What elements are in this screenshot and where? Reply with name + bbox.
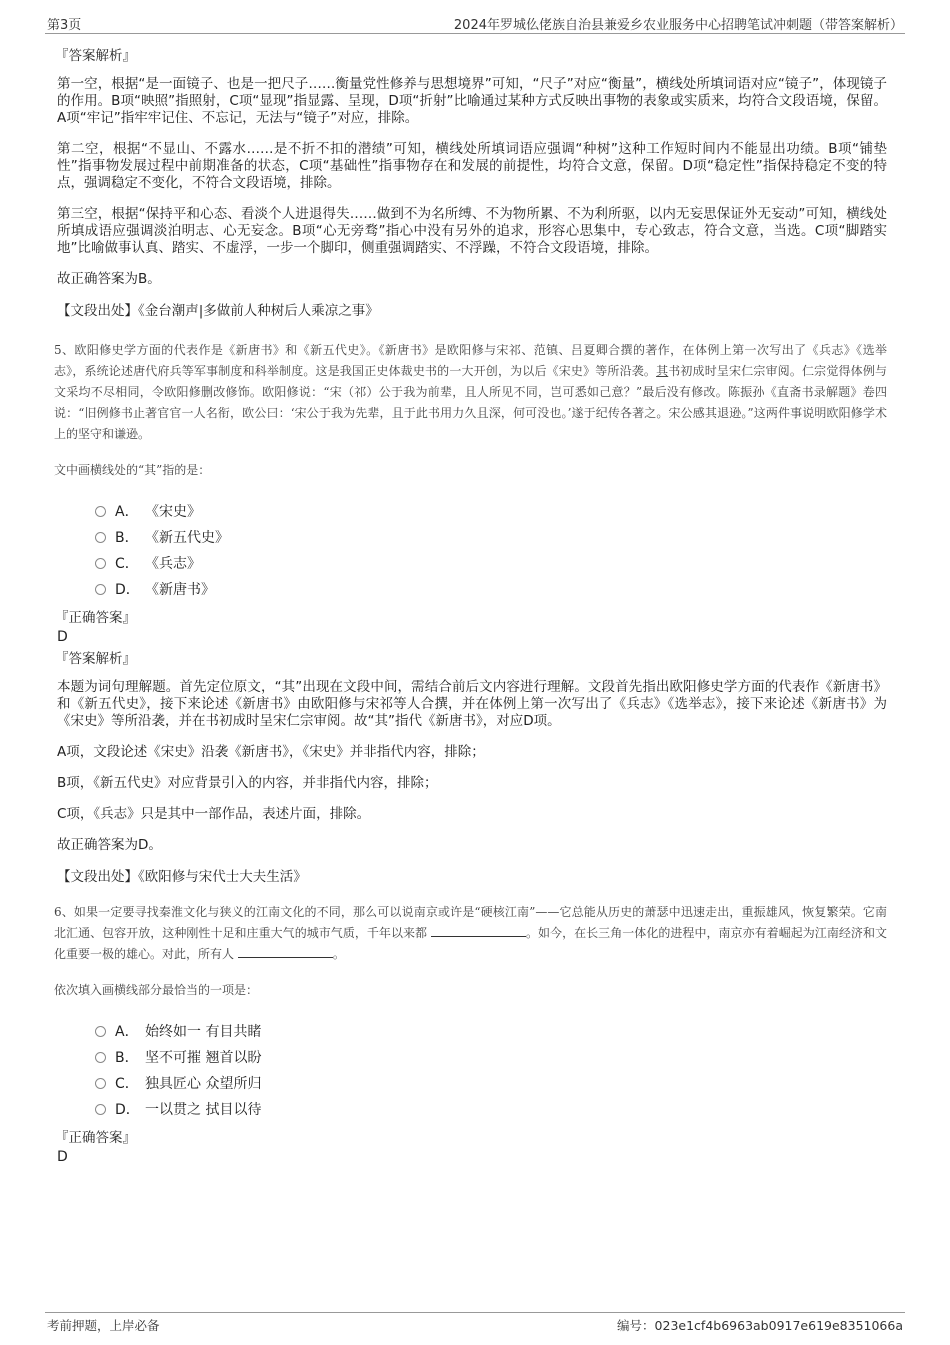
radio-icon[interactable]	[95, 506, 106, 517]
option-b[interactable]: B． 《新五代史》	[95, 524, 887, 550]
question-5-text: 5、欧阳修史学方面的代表作是《新唐书》和《新五代史》。《新唐书》是欧阳修与宋祁、范镇、吕夏卿合撰的著作，在体例上第一次写出了《兵志》《选举志》，系统论述唐代府兵等军事制度和科举制度。这是我国正史体裁史书的一大开创，为以后《宋史》等所沿袭。其书初成时呈宋仁宗审阅。仁宗觉得体例与文采均不尽相同，令欧阳修删改修饰。欧阳修说：“宋（祁）公于我为前辈，且人所见不同，岂可悉如己意？”最后没有修改。陈振孙《直斋书录解题》卷四说：“旧例修书止著官官一人名衔，欧公曰：‘宋公于我为先辈，且于此书用力久且深，何可没也。’遂于纪传各著之。宋公感其退逊。”这两件事说明欧阳修学术上的坚守和谦逊。	[54, 343, 887, 441]
correct-answer: D	[57, 1149, 68, 1165]
text-source: 【文段出处】《金台潮声|多做前人种树后人乘凉之事》	[57, 303, 379, 319]
radio-icon[interactable]	[95, 532, 106, 543]
underlined-word: 其	[656, 364, 669, 378]
option-a[interactable]: A． 始终如一 有目共睹	[95, 1018, 887, 1044]
main-content	[54, 46, 887, 1169]
answer-conclusion: 故正确答案为B。	[57, 271, 161, 287]
analysis-paragraph: C项，《兵志》只是其中一部作品，表述片面，排除。	[57, 806, 371, 822]
option-d[interactable]: D． 《新唐书》	[95, 576, 887, 602]
page-number: 第3页	[47, 18, 82, 33]
question-5-prompt: 文中画横线处的“其”指的是：	[54, 463, 211, 477]
document-id: 编号：023e1cf4b6963ab0917e619e8351066a	[617, 1318, 903, 1333]
radio-icon[interactable]	[95, 1104, 106, 1115]
correct-answer: D	[57, 629, 68, 645]
page-footer	[45, 1312, 905, 1332]
text-source: 【文段出处】《欧阳修与宋代士大夫生活》	[57, 869, 307, 885]
analysis-paragraph: B项，《新五代史》对应背景引入的内容，并非指代内容，排除；	[57, 775, 438, 791]
radio-icon[interactable]	[95, 1026, 106, 1037]
option-b[interactable]: B． 坚不可摧 翘首以盼	[95, 1044, 887, 1070]
question-5-options	[95, 498, 887, 602]
analysis-label: 『答案解析』	[55, 48, 136, 64]
analysis-label: 『答案解析』	[55, 651, 136, 667]
fill-blank	[431, 925, 526, 937]
radio-icon[interactable]	[95, 584, 106, 595]
question-6-text: 6、如果一定要寻找秦淮文化与狭义的江南文化的不同，那么可以说南京或许是“硬核江南”——它总能从历史的萧瑟中迅速走出，重振雄风，恢复繁荣。它南北汇通、包容开放，这种刚性十足和庄重大气的城市气质，千年以来都 。如今，在长三角一体化的进程中，南京亦有着崛起为江南经济和文化重要一极的雄心。对此，所有人 。	[54, 905, 887, 961]
answer-conclusion: 故正确答案为D。	[57, 837, 162, 853]
radio-icon[interactable]	[95, 1078, 106, 1089]
radio-icon[interactable]	[95, 1052, 106, 1063]
analysis-paragraph: 第一空，根据“是一面镜子、也是一把尺子……衡量党性修养与思想境界”可知，“尺子”对应“衡量”，横线处所填词语对应“镜子”，体现镜子的作用。B项“映照”指照射，C项“显现”指显露、呈现，D项“折射”比喻通过某种方式反映出事物的表象或实质来，均符合文段语境，保留。A项“牢记”指牢牢记住、不忘记，无法与“镜子”对应，排除。	[57, 76, 887, 126]
option-a[interactable]: A． 《宋史》	[95, 498, 887, 524]
question-6-prompt: 依次填入画横线部分最恰当的一项是：	[54, 983, 259, 997]
option-c[interactable]: C． 独具匠心 众望所归	[95, 1070, 887, 1096]
page-header	[45, 14, 905, 34]
option-c[interactable]: C． 《兵志》	[95, 550, 887, 576]
question-6-options	[95, 1018, 887, 1122]
analysis-paragraph: 第二空，根据“不显山、不露水……是不折不扣的潜绩”可知，横线处所填词语应强调“种树”这种工作短时间内不能显出功绩。B项“铺垫性”指事物发展过程中前期准备的状态，C项“基础性”指事物存在和发展的前提性，均符合文意，保留。D项“稳定性”指保持稳定不变的特点，强调稳定不变化，不符合文段语境，排除。	[57, 141, 887, 191]
radio-icon[interactable]	[95, 558, 106, 569]
document-title: 2024年罗城仫佬族自治县兼爱乡农业服务中心招聘笔试冲刺题（带答案解析）	[453, 18, 903, 33]
analysis-paragraph: 本题为词句理解题。首先定位原文，“其”出现在文段中间，需结合前后文内容进行理解。文段首先指出欧阳修史学方面的代表作《新唐书》和《新五代史》，接下来论述《新唐书》由欧阳修与宋祁等人合撰，并在体例上第一次写出了《兵志》《选举志》，接下来论述《新唐书》为《宋史》等所沿袭，并在书初成时呈宋仁宗审阅。故“其”指代《新唐书》，对应D项。	[57, 679, 887, 729]
analysis-paragraph: 第三空，根据“保持平和心态、看淡个人进退得失……做到不为名所缚、不为物所累、不为利所驱，以内无妄思保证外无妄动”可知，横线处所填成语应强调淡泊明志、心无妄念。B项“心无旁骛”指心中没有另外的追求，形容心思集中，专心致志，符合文意，当选。C项“脚踏实地”比喻做事认真、踏实、不虚浮，一步一个脚印，侧重强调踏实、不浮躁，不符合文段语境，排除。	[57, 206, 887, 256]
analysis-paragraph: A项，文段论述《宋史》沿袭《新唐书》，《宋史》并非指代内容，排除；	[57, 744, 485, 760]
fill-blank	[238, 946, 333, 958]
correct-answer-label: 『正确答案』	[55, 1130, 136, 1146]
option-d[interactable]: D． 一以贯之 拭目以待	[95, 1096, 887, 1122]
correct-answer-label: 『正确答案』	[55, 610, 136, 626]
footer-slogan: 考前押题，上岸必备	[47, 1318, 160, 1333]
